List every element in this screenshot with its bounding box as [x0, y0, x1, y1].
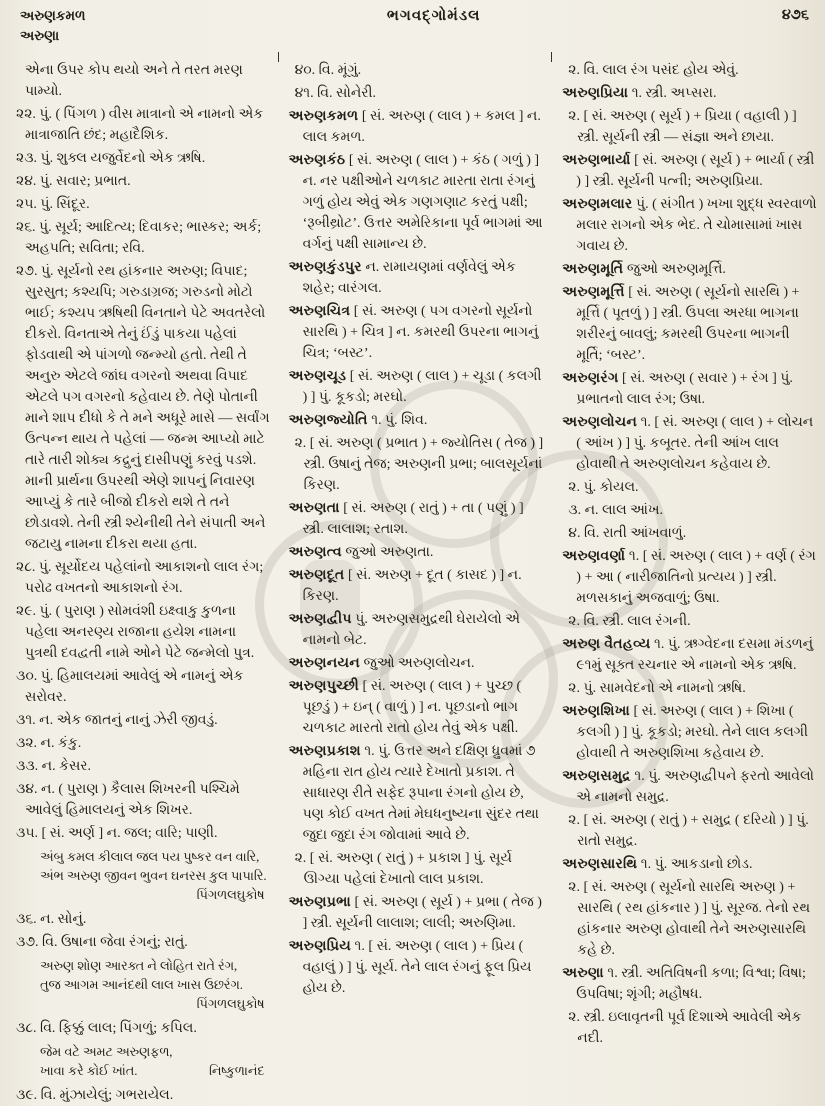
entry-body: [ સં. અરુણ ( સૂર્યનો સારથિ ) + મૂર્ત્તિ ( પૂતળું ) ] સ્ત્રી. ઉપલા અરધા ભાગના શરીરનું બાવલું; કમરથી ઉપરના ભાગની મૂર્તિ; ‘બસ્ટ’.	[576, 285, 800, 363]
entry-sense	[289, 60, 545, 81]
entry-body: ૩૭. વિ. ઉષાના જેવા રંગનું; રાતું.	[16, 935, 188, 950]
entry-headword: અરુણવર્ણા	[562, 549, 626, 564]
entry-body: ૨. સ્ત્રી. ઇલાવૃતની પૂર્વ દિશાએ આવેલી એક નદી.	[568, 1010, 802, 1046]
entry-headword: અરુણભાર્યા	[562, 153, 631, 168]
entry-headword: અરુણમૂર્તિ	[562, 262, 624, 277]
entry-body: ૨૫. પું. સિંદૂર.	[16, 197, 90, 212]
entry-body: ૨. પું. સામવેદનો એ નામનો ઋષિ.	[568, 681, 746, 696]
entry-body: ૨. પું. કોયલ.	[568, 480, 639, 495]
entry-body: ૩૫. [ સં. અર્ણ ] ન. જલ; વારિ; પાણી.	[16, 826, 218, 841]
dictionary-entry	[289, 741, 545, 846]
entry-body: [ સં. અરુણ ( લાલ ) + ચૂડા ( કલગી ) ] પું. કૂકડો; મરઘો.	[302, 369, 542, 405]
entry-sense	[562, 810, 818, 852]
dictionary-entry	[289, 150, 545, 255]
entry-sense	[289, 848, 545, 890]
entry-headword: અરુણશિખા	[562, 704, 630, 719]
entry-body: [ સં. અરુણ ( સૂર્ય ) + પ્રભા ( તેજ ) ] સ્ત્રી. સૂર્યની લાલાશ; લાલી; અરુણિમા.	[302, 895, 542, 931]
verse-source: નિષ્કુળાનંદ	[208, 1064, 265, 1078]
verse-line: ખાવા કરે કોઈ ખાંત.	[40, 1064, 138, 1078]
entry-body: જુઓ અરુણમૂર્ત્તિ.	[626, 262, 726, 277]
column-3	[551, 52, 825, 1046]
dictionary-entry	[562, 368, 818, 410]
entry-sense	[562, 60, 818, 81]
entry-sense	[10, 779, 271, 821]
entry-body: ૨. વિ. લાલ રંગ પસંદ હોય એવું.	[568, 63, 739, 78]
page-header	[0, 6, 825, 45]
entry-body: ૧. [ સં. અરુણ ( લાલ ) + પ્રિય ( વહાલું ) ] પું. સૂર્ય. તેને લાલ રંગનું ફૂલ પ્રિય હોય છે.	[302, 939, 532, 996]
column-1	[0, 52, 278, 1103]
book-title: ભગવદ્ગોમંડલ	[386, 8, 481, 24]
entry-body: ૩૧. ન. એક જાતનું નાનું ઝેરી જીવડું.	[16, 713, 218, 728]
entry-body: પું. અરુણસમુદ્રથી ઘેરાયેલો એ નામનો બેટ.	[302, 612, 520, 648]
entry-headword: અરુણદ્વીપ	[288, 612, 352, 627]
verse-quote	[10, 1043, 271, 1081]
dictionary-entry	[562, 83, 818, 104]
entry-body: એના ઉપર કોપ થયો અને તે તરત મરણ પામ્યો.	[25, 63, 243, 99]
entry-body: ૨૨. પું. ( પિંગળ ) વીસ માત્રાનો એ નામનો એક માત્રાજાતિ છંદ; મહાદૈશિક.	[16, 107, 264, 143]
dictionary-entry	[562, 150, 818, 192]
entry-sense	[562, 877, 818, 961]
entry-headword: અરુણા	[562, 966, 604, 981]
verse-quote	[10, 848, 271, 905]
entry-body: ૩૩. ન. કેસર.	[16, 759, 92, 774]
entry-sense	[289, 83, 545, 104]
entry-body: ૧. પું. ઋગ્વેદના દસમા મંડળનું ૯૧મું સૂક્ત રચનાર એ નામનો એક ઋષિ.	[576, 637, 814, 673]
entry-sense	[10, 557, 271, 599]
entry-sense	[562, 611, 818, 632]
entry-sense	[10, 932, 271, 953]
entry-sense	[10, 1085, 271, 1106]
entry-headword: અરુણમલાર	[562, 197, 633, 212]
entry-body: ૩૨. ન. કંકુ.	[16, 736, 82, 751]
entry-body: [ સં. અરુણ + દૂત ( કાસદ ) ] ન. કિરણ.	[302, 568, 522, 604]
entry-headword: અરુણકમળ	[288, 109, 359, 124]
entry-body: ૩૪. ન. ( પુરાણ ) કૈલાસ શિખરની પશ્ચિમે આવેલું હિમાલયનું એક શિખર.	[16, 782, 240, 818]
entry-body: ૪૧. વિ. સોનેરી.	[294, 86, 377, 101]
entry-body: ૪૦. વિ. મૂંગું.	[294, 63, 362, 78]
column-2	[278, 52, 552, 996]
running-head-top: અરુણકમળ	[20, 8, 86, 23]
entry-body: ૨. [ સં. અરુણ ( સૂર્ય ) + પ્રિયા ( વહાલી ) ] સ્ત્રી. સૂર્યની સ્ત્રી — સંજ્ઞા અને છાયા.	[568, 109, 797, 145]
entry-sense	[10, 194, 271, 215]
entry-headword: અરુણરંગ	[562, 371, 619, 386]
dictionary-entry	[289, 542, 545, 563]
dictionary-entry	[289, 653, 545, 674]
entry-body: [ સં. અરુણ ( લાલ ) + કમલ ] ન. લાલ કમળ.	[302, 109, 541, 145]
entry-body: ૩. ન. લાલ આંખ.	[568, 503, 663, 518]
entry-headword: અરુણકંઠ	[288, 153, 346, 168]
entry-body: ૨૬. પું. સૂર્ય; આદિત્ય; દિવાકર; ભાસ્કર; અર્ક; અહપતિ; સવિતા; રવિ.	[16, 220, 262, 256]
entry-sense	[289, 433, 545, 496]
entry-headword: અરુણદૂત	[288, 568, 345, 583]
entry-body: [ સં. અરુણ ( પગ વગરનો સૂર્યનો સારથિ ) + ચિત્ર ] ન. કમરથી ઉપરના ભાગનું ચિત્ર; ‘બસ્ટ’.	[302, 304, 539, 361]
entry-headword: અરુણપ્રકાશ	[288, 744, 361, 759]
entry-body: ૧. પું. અરુણદ્વીપને ફરતો આવેલો એ નામનો સમુદ્ર.	[576, 769, 815, 805]
entry-body: ૧. સ્ત્રી. અપ્સરા.	[631, 86, 717, 101]
entry-body: [ સં. અરુણ ( સવાર ) + રંગ ] પું. પ્રભાતનો લાલ રંગ; ઉષા.	[576, 371, 793, 407]
dictionary-entry	[289, 410, 545, 431]
dictionary-entry	[562, 854, 818, 875]
entry-headword: અરુણતા	[288, 501, 340, 516]
entry-headword: અરુણપુચ્છી	[288, 679, 360, 694]
entry-headword: અરુણત્વ	[288, 545, 342, 560]
entry-body: [ સં. અરુણ ( લાલ ) + પુચ્છ ( પૂછડું ) + ઇન્ ( વાળું ) ] ન. પૂછડાનો ભાગ ચળકાટ મારતો રાતો હોય તેવું એક પક્ષી.	[302, 679, 522, 736]
entry-headword: અરુણજ્યોતિ	[288, 413, 368, 428]
running-head	[20, 6, 86, 45]
entry-body: જુઓ અરુણલોચન.	[363, 656, 475, 671]
entry-sense	[10, 60, 271, 102]
verse-line: અંભ અરુણ જીવન ભુવન ઘનરસ કુલ પાપારિ.	[40, 869, 267, 883]
dictionary-entry	[562, 282, 818, 366]
entry-body: [ સં. અરુણ ( લાલ ) + કંઠ ( ગળું ) ] ન. નર પક્ષીઓને ચળકાટ મારતા રાતા રંગનું ગળું હોય એવું એક ગણગણાટ કરતું પક્ષી; ‘રૂબીથ્રોટ’. ઉત્તર અમેરિકાના પૂર્વ ભાગમાં આ વર્ગનું પક્ષી સામાન્ય છે.	[302, 153, 543, 252]
entry-body: ૨. વિ. સ્ત્રી. લાલ રંગની.	[568, 614, 691, 629]
entry-sense	[10, 733, 271, 754]
entry-sense	[10, 217, 271, 259]
dictionary-entry	[289, 892, 545, 934]
entry-sense	[10, 710, 271, 731]
entry-body: ૧. સ્ત્રી. અતિવિષની કળા; વિશ્વા; વિષા; ઉપવિષા; શૃંગી; મહૌષધ.	[576, 966, 806, 1002]
entry-sense	[10, 666, 271, 708]
verse-source: પિંગળલઘુકોષ	[196, 888, 265, 902]
verse-line: જેમ વટે અમટ અરુણફળ,	[40, 1045, 173, 1059]
entry-body: ૪. વિ. રાતી આંખવાળું.	[568, 526, 687, 541]
dictionary-entry	[562, 194, 818, 257]
running-head-bottom: અરુણા	[20, 27, 60, 43]
entry-sense	[562, 106, 818, 148]
entry-body: ૩૯. વિ. મુંઝાયેલું; ગભરાયેલ.	[16, 1088, 174, 1103]
dictionary-entry	[562, 259, 818, 280]
verse-line: તુજ આગમ આનંદથી લાલ ખાસ ઉછરંગ.	[40, 978, 243, 992]
dictionary-entry	[562, 412, 818, 475]
dictionary-entry	[289, 609, 545, 651]
entry-headword: અરુણપ્રિયા	[562, 86, 629, 101]
verse-line: અંબુ કમલ કીલાલ જલ પય પુષ્કર વન વારિ,	[40, 850, 260, 864]
entry-headword: અરુણચિત્ર	[288, 304, 351, 319]
entry-headword: અરુણપ્રભા	[288, 895, 352, 910]
entry-body: ૧. [ સં. અરુણ ( લાલ ) + વર્ણ ( રંગ ) + આ ( નારીજાતિનો પ્રત્યય ) ] સ્ત્રી. મળસકાનું અજવાળું; ઉષા.	[576, 549, 816, 606]
entry-body: ૨. [ સં. અરુણ ( રાતું ) + સમુદ્ર ( દરિયો ) ] પું. રાતો સમુદ્ર.	[568, 813, 809, 849]
entry-body: ૩૬. ન. સોનું.	[16, 912, 87, 927]
entry-body: ૩૦. પું. હિમાલયમાં આવેલું એ નામનું એક સરોવર.	[16, 669, 244, 705]
dictionary-entry	[289, 676, 545, 739]
dictionary-entry	[562, 963, 818, 1005]
entry-sense	[10, 171, 271, 192]
entry-headword: અરુણચૂડ	[288, 369, 347, 384]
dictionary-entry	[289, 366, 545, 408]
verse-quote	[10, 957, 271, 1014]
dictionary-entry	[289, 498, 545, 540]
entry-body: ૧. પું. શિવ.	[371, 413, 428, 428]
dictionary-entry	[289, 565, 545, 607]
entry-sense	[10, 148, 271, 169]
entry-headword: અરુણનયન	[288, 656, 360, 671]
entry-sense	[10, 104, 271, 146]
entry-headword: અરુણપ્રિય	[288, 939, 352, 954]
entry-body: ૨૯. પું. ( પુરાણ ) સોમવંશી ઇક્ષ્વાકુ કુળના પહેલા અનરણ્ય રાજાના હયેશ નામના પુત્રથી દવદ્વતી નામે ઓને પેટે જન્મેલો પુત્ર.	[16, 604, 255, 661]
entry-sense	[10, 261, 271, 555]
entry-body: [ સં. અરુણ ( લાલ ) + શિખા ( કલગી ) ] પું. કૂકડો; મરઘો. તેને લાલ કલગી હોવાથી તે અરુણશિખા કહેવાય છે.	[576, 704, 809, 761]
entry-body: ૨. [ સં. અરુણ ( સૂર્યનો સારથિ અરુણ ) + સારથિ ( રથ હાંકનાર ) ] પું. સૂરજ. તેનો રથ હાંકનાર અરુણ હોવાથી તેને અરુણસારથિ કહે છે.	[568, 880, 811, 958]
entry-sense	[10, 823, 271, 844]
dictionary-entry	[562, 766, 818, 808]
entry-headword: અરુણકુંડપુર	[288, 260, 362, 275]
entry-body: ૨. [ સં. અરુણ ( પ્રભાત ) + જ્યોતિસ ( તેજ ) ] સ્ત્રી. ઉષાનું તેજ; અરુણની પ્રભા; બાલસૂર્યનાં કિરણ.	[294, 436, 544, 493]
entry-headword: અરુણસારથિ	[562, 857, 638, 872]
dictionary-entry	[289, 936, 545, 999]
verse-line: અરુણ શોણ આરક્ત ને લોહિત રાતે રંગ,	[40, 959, 238, 973]
dictionary-entry	[562, 701, 818, 764]
entry-sense	[562, 678, 818, 699]
entry-headword: અરુણમૂર્ત્તિ	[562, 285, 625, 300]
entry-body: ૨. [ સં. અરુણ ( રાતું ) + પ્રકાશ ] પું. સૂર્ય ઊગ્યા પહેલાં દેખાતો લાલ પ્રકાશ.	[294, 851, 512, 887]
entry-headword: અરુણલોચન	[562, 415, 638, 430]
entry-body: ૨૩. પું. શુક્લ યજુર્વેદનો એક ઋષિ.	[16, 151, 206, 166]
dictionary-entry	[289, 301, 545, 364]
entry-body: ૧. [ સં. અરુણ ( લાલ ) + લોચન ( આંખ ) ] પું. કબૂતર. તેની આંખ લાલ હોવાથી તે અરુણલોચન કહેવાય છે.	[576, 415, 814, 472]
entry-sense	[10, 756, 271, 777]
entry-sense	[10, 601, 271, 664]
dictionary-entry	[562, 634, 818, 676]
page-number: ૪૭૬	[781, 7, 809, 23]
entry-sense	[10, 909, 271, 930]
entry-body: ૧. પું. આકડાનો છોડ.	[640, 857, 753, 872]
entry-body: જુઓ અરુણતા.	[345, 545, 434, 560]
entry-body: ૩૮. વિ. ફિક્કું લાલ; પિંગળું; કપિલ.	[16, 1021, 197, 1036]
entry-body: [ સં. અરુણ ( સૂર્ય ) + ભાર્યા ( સ્ત્રી ) ] સ્ત્રી. સૂર્યની પત્ની; અરુણપ્રિયા.	[576, 153, 815, 189]
entry-sense	[562, 500, 818, 521]
entry-headword: અરુણ વૈતહવ્ય	[562, 637, 651, 652]
entry-headword: અરુણસમુદ્ર	[562, 769, 631, 784]
dictionary-entry	[562, 546, 818, 609]
entry-body: પું. ( સંગીત ) ખખા શુદ્ધ સ્વરવાળો મલાર રાગનો એક ભેદ. તે ચોમાસામાં ખાસ ગવાય છે.	[576, 197, 817, 254]
entry-body: ૨૪. પું. સવાર; પ્રભાત.	[16, 174, 131, 189]
entry-sense	[10, 1018, 271, 1039]
entry-body: [ સં. અરુણ ( રાતું ) + તા ( પણું ) ] સ્ત્રી. લાલાશ; રતાશ.	[302, 501, 524, 537]
entry-sense	[562, 1007, 818, 1049]
entry-body: ન. રામાયણમાં વર્ણવેલું એક શહેર; વારંગલ.	[302, 260, 516, 296]
dictionary-entry	[289, 106, 545, 148]
entry-body: ૨૮. પું. સૂર્યોદય પહેલાંનો આકાશનો લાલ રંગ; પરોઢ વખતનો આકાશનો રંગ.	[16, 560, 264, 596]
entry-sense	[562, 477, 818, 498]
entry-sense	[562, 523, 818, 544]
entry-body: ૨૭. પું. સૂર્યનો રથ હાંકનાર અરુણ; વિપાદ; સુરસુત; કશ્યપિ; ગરુડાગ્રજ; ગરુડનો મોટો ભાઈ; કશ્યપ ઋષિથી વિનતાને પેટે અવતરેલો દીકરો. વિનતાએ તેનું ઈંડું પાકયા પહેલાં ફોડવાથી એ પાંગળો જન્મ્યો હતો. તેથી તે અનુરુ એટલે જાંઘ વગરનો અથવા વિપાદ એટલે પગ વગરનો કહેવાય છે. તેણે પોતાની માને શાપ દીધો કે તે મને અધૂરે માસે — સર્વાંગ ઉત્પન્ન થાય તે પહેલાં — જન્મ આપ્યો માટે તારે તારી શોક્ય કદ્રુનું દાસીપણું કરવું પડશે. માની પ્રાર્થના ઉપરથી એણે શાપનું નિવારણ આપ્યું કે તારે બીજો દીકરો થશે તે તને છોડાવશે. તેની સ્ત્રી શ્યેનીથી તેને સંપાતી અને જટાયુ નામના દીકરા થયા હતા.	[16, 264, 270, 552]
verse-source: પિંગળલઘુકોષ	[196, 997, 265, 1011]
dictionary-entry	[289, 257, 545, 299]
entry-body: ૧. પું. ઉત્તર અને દક્ષિણ ધ્રુવમાં ૭ મહિના રાત હોય ત્યારે દેખાતો પ્રકાશ. તે સાધારણ રીતે સફેદ રૂપાના રંગનો હોય છે, પણ કોઈ વખત તેમાં મેઘધનુષ્યના સુંદર તથા જુદા જુદા રંગ જોવામાં આવે છે.	[302, 744, 539, 843]
